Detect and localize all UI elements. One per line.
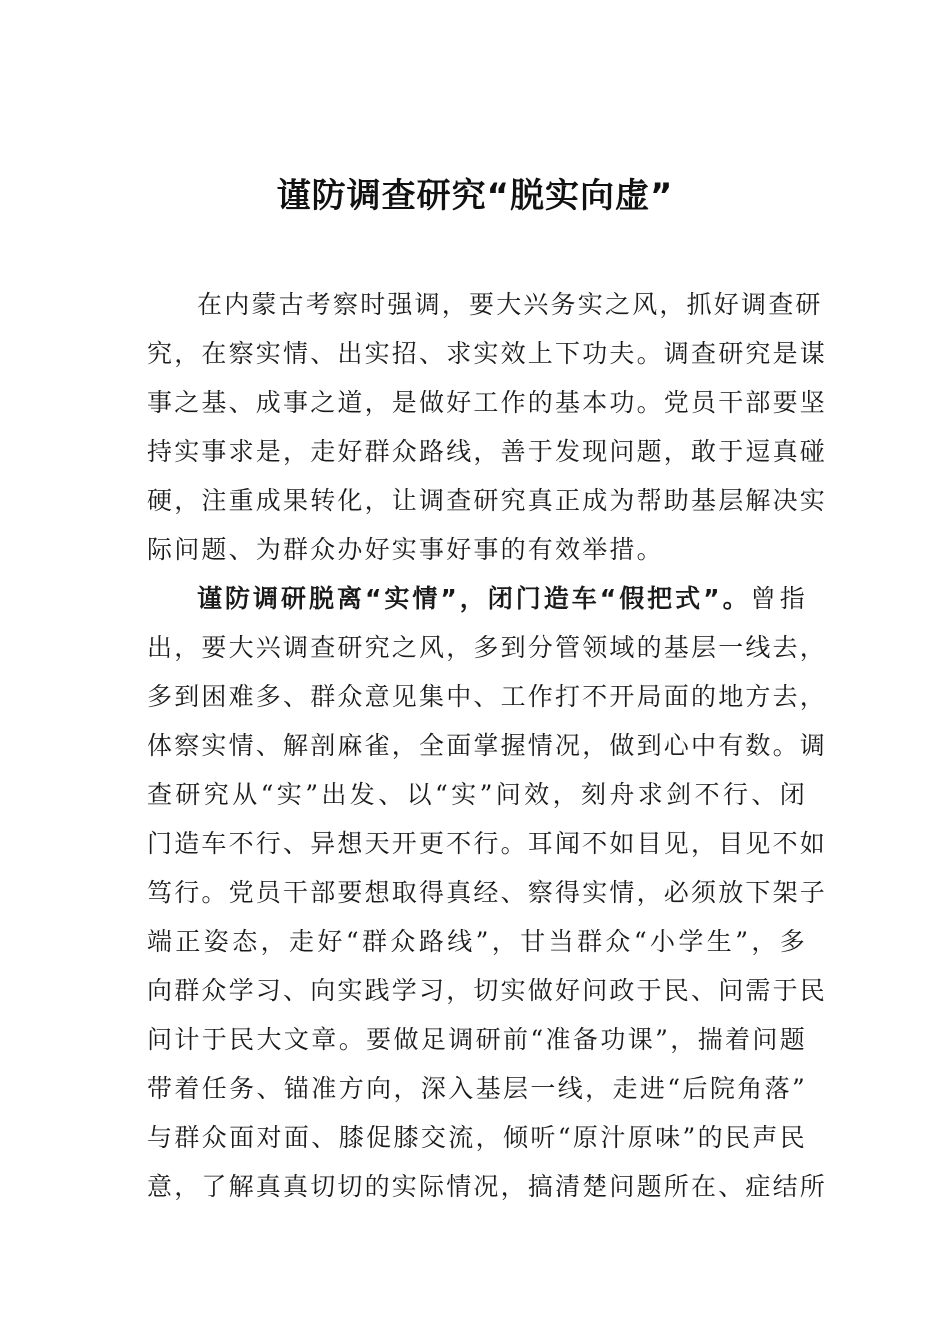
- paragraph-2-line-12: 与群众面对面、膝促膝交流，倾听“原汁原味”的民声民: [147, 1123, 807, 1152]
- paragraph-2-first-line-rest: 曾指: [750, 584, 807, 613]
- paragraph-1-line-3: 事之基、成事之道，是做好工作的基本功。党员干部要坚: [147, 388, 828, 417]
- paragraph-2-line-4: 体察实情、解剖麻雀，全面掌握情况，做到心中有数。调: [147, 731, 828, 760]
- paragraph-1-line-5: 硬，注重成果转化，让调查研究真正成为帮助基层解决实: [147, 486, 828, 515]
- paragraph-1-line-6: 际问题、为群众办好实事好事的有效举措。: [147, 535, 664, 564]
- paragraph-2-heading: 谨防调研脱离“实情”，闭门造车“假把式”。: [197, 584, 751, 613]
- paragraph-2-line-7: 笃行。党员干部要想取得真经、察得实情，必须放下架子: [147, 878, 828, 907]
- paragraph-2-line-11: 带着任务、锚准方向，深入基层一线，走进“后院角落”: [147, 1074, 807, 1103]
- paragraph-2-line-9: 向群众学习、向实践学习，切实做好问政于民、问需于民: [147, 976, 828, 1005]
- paragraph-2-line-3: 多到困难多、群众意见集中、工作打不开局面的地方去，: [147, 682, 828, 711]
- paragraph-1-line-4: 持实事求是，走好群众路线，善于发现问题，敢于逗真碰: [147, 437, 828, 466]
- paragraph-1-line-2: 究，在察实情、出实招、求实效上下功夫。调查研究是谋: [147, 339, 828, 368]
- paragraph-2-line-2: 出，要大兴调查研究之风，多到分管领域的基层一线去，: [147, 633, 828, 662]
- document-title: 谨防调查研究“脱实向虚”: [276, 176, 674, 216]
- paragraph-1-line-1: 在内蒙古考察时强调，要大兴务实之风，抓好调查研: [197, 290, 823, 319]
- document-body: [147, 280, 828, 1211]
- paragraph-2-line-5: 查研究从“实”出发、以“实”问效，刻舟求剑不行、闭: [147, 780, 807, 809]
- paragraph-2-line-10: 问计于民大文章。要做足调研前“准备功课”，揣着问题: [147, 1025, 807, 1054]
- paragraph-2-line-1: [147, 574, 807, 623]
- paragraph-2-line-13: 意，了解真真切切的实际情况，搞清楚问题所在、症结所: [147, 1172, 828, 1201]
- paragraph-2-line-8: 端正姿态，走好“群众路线”，甘当群众“小学生”，多: [147, 927, 807, 956]
- paragraph-2-line-6: 门造车不行、异想天开更不行。耳闻不如目见，目见不如: [147, 829, 828, 858]
